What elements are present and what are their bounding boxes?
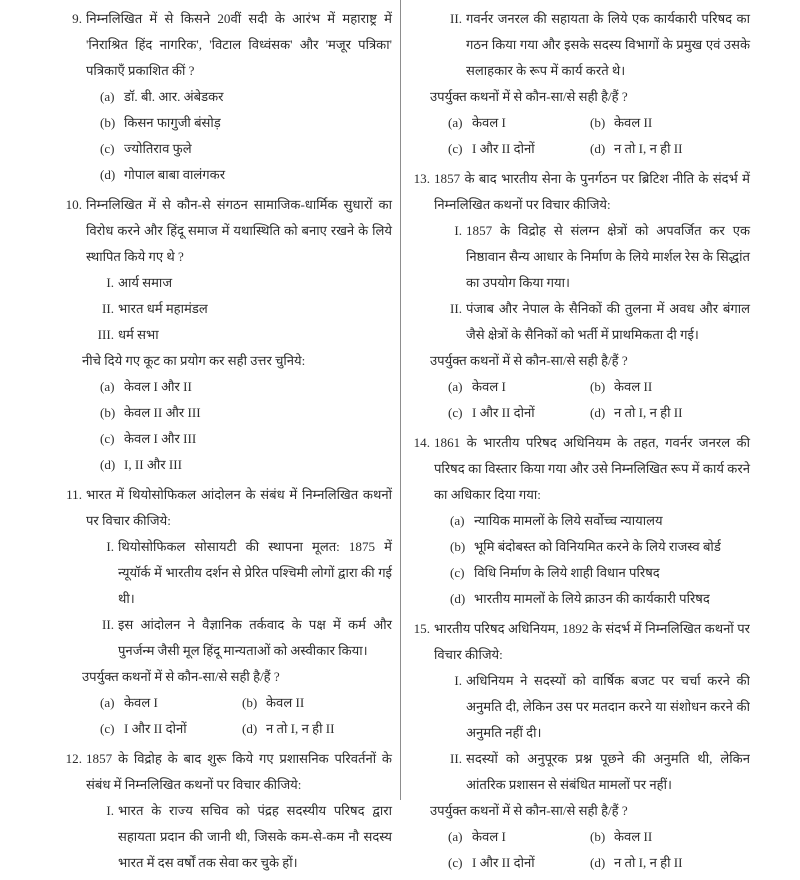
option-text: केवल II और III [124,405,201,420]
option-text: न तो I, न ही II [614,855,683,870]
question-11-stem [62,482,392,534]
option-text: I, II और III [124,457,183,472]
option-key-b: (b) [100,115,116,130]
statement-numeral-ii: II. [450,301,462,316]
option-key-d: (d) [590,855,606,870]
question-11-stem-text: भारत में थियोसोफिकल आंदोलन के संबंध में निम्नलिखित कथनों पर विचार कीजिये: [86,487,392,528]
question-15-stem-text: भारतीय परिषद अधिनियम, 1892 के संदर्भ में निम्नलिखित कथनों पर विचार कीजिये: [434,621,750,662]
option-text: केवल I [124,695,158,710]
question-12-statement-2 [444,6,750,84]
option-text: I और II दोनों [472,855,535,870]
question-13-options [448,374,750,426]
question-10-option-a[interactable] [100,374,392,400]
question-14-option-c[interactable] [450,560,750,586]
question-10-instruction: नीचे दिये गए कूट का प्रयोग कर सही उत्तर चुनिये: [82,353,306,368]
question-12-option-d[interactable] [590,136,750,162]
option-key-b: (b) [450,539,466,554]
option-key-b: (b) [100,405,116,420]
option-key-a: (a) [450,513,465,528]
question-13-stem-text: 1857 के बाद भारतीय सेना के पुनर्गठन पर ब्रिटिश नीति के संदर्भ में निम्नलिखित कथनों पर विचार कीजिये: [434,171,750,212]
question-12-continuation [410,6,750,162]
statement-numeral-i: I. [106,275,114,290]
question-10-stem-text: निम्नलिखित में से कौन-से संगठन सामाजिक-धार्मिक सुधारों का विरोध करने और हिंदू समाज में यथास्थिति को बनाए रखने के लिये स्थापित किये गए थे ? [86,197,392,264]
option-key-c: (c) [450,565,465,580]
option-text: I और II दोनों [472,141,535,156]
option-key-b: (b) [590,115,606,130]
question-15 [410,616,750,876]
question-10-option-c[interactable] [100,426,392,452]
question-15-stem [410,616,750,668]
question-14-option-b[interactable] [450,534,750,560]
column-divider [400,0,401,800]
option-key-a: (a) [448,379,463,394]
question-12-instruction: उपर्युक्त कथनों में से कौन-सा/से सही है/हैं ? [430,89,628,104]
question-14-stem [410,430,750,508]
question-10-options [100,374,392,478]
option-key-b: (b) [242,695,258,710]
option-key-c: (c) [100,721,115,736]
statement-numeral-ii: II. [450,11,462,26]
question-13-statement-1 [444,218,750,296]
question-11-option-b[interactable] [242,690,392,716]
option-key-a: (a) [448,829,463,844]
option-key-d: (d) [242,721,258,736]
option-key-b: (b) [590,829,606,844]
question-11 [62,482,392,742]
question-13-option-a[interactable] [448,374,590,400]
option-key-c: (c) [100,141,115,156]
question-9-option-c[interactable] [100,136,392,162]
question-9-number: 9. [72,11,82,26]
option-text: न तो I, न ही II [614,141,683,156]
statement-text: सदस्यों को अनुपूरक प्रश्न पूछने की अनुमति थी, लेकिन आंतरिक प्रशासन से संबंधित मामलों पर नहीं। [466,751,750,792]
option-text: भारतीय मामलों के लिये क्राउन की कार्यकारी परिषद [474,591,710,606]
question-15-option-c[interactable] [448,850,590,876]
question-10 [62,192,392,478]
question-11-number: 11. [66,487,82,502]
question-9-option-b[interactable] [100,110,392,136]
statement-text: भारत के राज्य सचिव को पंद्रह सदस्यीय परिषद द्वारा सहायता प्रदान की जानी थी, जिसके कम-से-कम नौ सदस्य भारत में दस वर्षों तक सेवा कर चुके हों। [118,803,392,870]
option-text: न तो I, न ही II [266,721,335,736]
question-15-option-b[interactable] [590,824,750,850]
statement-text: धर्म सभा [118,327,159,342]
statement-text: गवर्नर जनरल की सहायता के लिये एक कार्यकारी परिषद का गठन किया गया और इसके सदस्य विभागों के प्रमुख एवं उसके सलाहकार के रूप में कार्य करते थे। [466,11,750,78]
option-text: न्यायिक मामलों के लिये सर्वोच्च न्यायालय [474,513,663,528]
question-14-options [450,508,750,612]
option-key-a: (a) [100,379,115,394]
question-12-option-c[interactable] [448,136,590,162]
option-key-c: (c) [448,855,463,870]
option-key-d: (d) [590,405,606,420]
question-11-option-c[interactable] [100,716,242,742]
question-12-number: 12. [65,751,82,766]
question-15-number: 15. [413,621,430,636]
question-13-number: 13. [413,171,430,186]
statement-numeral-i: I. [454,223,462,238]
statement-text: भारत धर्म महामंडल [118,301,208,316]
question-10-stem [62,192,392,270]
question-12 [62,746,392,876]
question-9-stem [62,6,392,84]
question-10-statement-2 [96,296,392,322]
question-14-stem-text: 1861 के भारतीय परिषद अधिनियम के तहत, गवर्नर जनरल की परिषद का विस्तार किया गया और उसे निम्नलिखित रूप में कार्य करने का अधिकार दिया गया: [434,435,750,502]
question-13-option-d[interactable] [590,400,750,426]
question-13-statement-2 [444,296,750,348]
question-11-statement-2 [96,612,392,664]
statement-text: इस आंदोलन ने वैज्ञानिक तर्कवाद के पक्ष में कर्म और पुनर्जन्म जैसी मूल हिंदू मान्यताओं को अस्वीकार किया। [118,617,392,658]
question-10-number: 10. [65,197,82,212]
option-key-a: (a) [100,89,115,104]
option-text: केवल I [472,829,506,844]
question-13 [410,166,750,426]
question-11-statement-1 [96,534,392,612]
question-13-option-c[interactable] [448,400,590,426]
question-9-options [100,84,392,188]
question-13-option-b[interactable] [590,374,750,400]
option-text: केवल II [614,829,653,844]
question-13-stem [410,166,750,218]
option-text: केवल I और II [124,379,192,394]
option-key-c: (c) [448,405,463,420]
option-text: केवल I [472,379,506,394]
option-text: I और II दोनों [472,405,535,420]
option-key-d: (d) [450,591,466,606]
option-text: डॉ. बी. आर. अंबेडकर [124,89,224,104]
question-10-statement-3 [96,322,392,348]
statement-numeral-ii: II. [450,751,462,766]
option-text: गोपाल बाबा वालंगकर [124,167,226,182]
question-15-options [448,824,750,876]
option-text: न तो I, न ही II [614,405,683,420]
question-9-option-a[interactable] [100,84,392,110]
question-9-option-d[interactable] [100,162,392,188]
question-14-option-a[interactable] [450,508,750,534]
question-10-option-d[interactable] [100,452,392,478]
question-11-option-a[interactable] [100,690,242,716]
question-14-number: 14. [413,435,430,450]
question-10-statement-1 [96,270,392,296]
question-12-stem [62,746,392,798]
question-10-option-b[interactable] [100,400,392,426]
question-13-instruction: उपर्युक्त कथनों में से कौन-सा/से सही है/हैं ? [430,353,628,368]
question-14 [410,430,750,612]
option-key-d: (d) [100,457,116,472]
question-9 [62,6,392,188]
statement-numeral-ii: II. [102,301,114,316]
question-12-option-b[interactable] [590,110,750,136]
question-11-instruction: उपर्युक्त कथनों में से कौन-सा/से सही है/हैं ? [82,669,280,684]
option-text: I और II दोनों [124,721,187,736]
option-key-a: (a) [448,115,463,130]
option-text: किसन फागुजी बंसोड़ [124,115,221,130]
question-15-statement-2 [444,746,750,798]
statement-text: पंजाब और नेपाल के सैनिकों की तुलना में अवध और बंगाल जैसे क्षेत्रों के सैनिकों को भर्ती में प्राथमिकता दी गई। [466,301,750,342]
question-12-options [448,110,750,162]
option-text: केवल II [266,695,305,710]
question-11-options [100,690,392,742]
option-text: केवल I [472,115,506,130]
option-key-d: (d) [590,141,606,156]
question-11-option-d[interactable] [242,716,392,742]
statement-numeral-iii: III. [97,327,114,342]
option-text: विधि निर्माण के लिये शाही विधान परिषद [474,565,660,580]
statement-numeral-i: I. [106,803,114,818]
statement-numeral-i: I. [454,673,462,688]
option-key-a: (a) [100,695,115,710]
statement-numeral-ii: II. [102,617,114,632]
question-12-statement-1 [96,798,392,876]
option-key-d: (d) [100,167,116,182]
left-column [62,0,392,880]
question-12-option-a[interactable] [448,110,590,136]
right-column [410,0,750,880]
statement-text: थियोसोफिकल सोसायटी की स्थापना मूलत: 1875 में न्यूयॉर्क में भारतीय दर्शन से प्रेरित पश्चिमी लोगों द्वारा की गई थी। [118,539,392,606]
question-15-option-a[interactable] [448,824,590,850]
question-15-option-d[interactable] [590,850,750,876]
question-9-stem-text: निम्नलिखित में से किसने 20वीं सदी के आरंभ में महाराष्ट्र में 'निराश्रित हिंद नागरिक', 'विटाल विध्वंसक' और 'मजूर पत्रिका' पत्रिकाएँ प्रकाशित कीं ? [86,11,392,78]
question-14-option-d[interactable] [450,586,750,612]
option-text: भूमि बंदोबस्त को विनियमित करने के लिये राजस्व बोर्ड [474,539,721,554]
statement-text: अधिनियम ने सदस्यों को वार्षिक बजट पर चर्चा करने की अनुमति दी, लेकिन उस पर मतदान करने या संशोधन करने की अनुमति नहीं दी। [466,673,750,740]
option-key-c: (c) [448,141,463,156]
question-15-statement-1 [444,668,750,746]
option-key-b: (b) [590,379,606,394]
question-15-instruction: उपर्युक्त कथनों में से कौन-सा/से सही है/हैं ? [430,803,628,818]
option-key-c: (c) [100,431,115,446]
question-12-stem-text: 1857 के विद्रोह के बाद शुरू किये गए प्रशासनिक परिवर्तनों के संबंध में निम्नलिखित कथनों पर विचार कीजिये: [86,751,392,792]
statement-numeral-i: I. [106,539,114,554]
option-text: केवल I और III [124,431,197,446]
option-text: केवल II [614,115,653,130]
statement-text: आर्य समाज [118,275,173,290]
option-text: ज्योतिराव फुले [124,141,192,156]
option-text: केवल II [614,379,653,394]
statement-text: 1857 के विद्रोह से संलग्न क्षेत्रों को अपवर्जित कर एक निष्ठावान सैन्य आधार के निर्माण के लिये मार्शल रेस के सिद्धांत का उपयोग किया गया। [466,223,750,290]
